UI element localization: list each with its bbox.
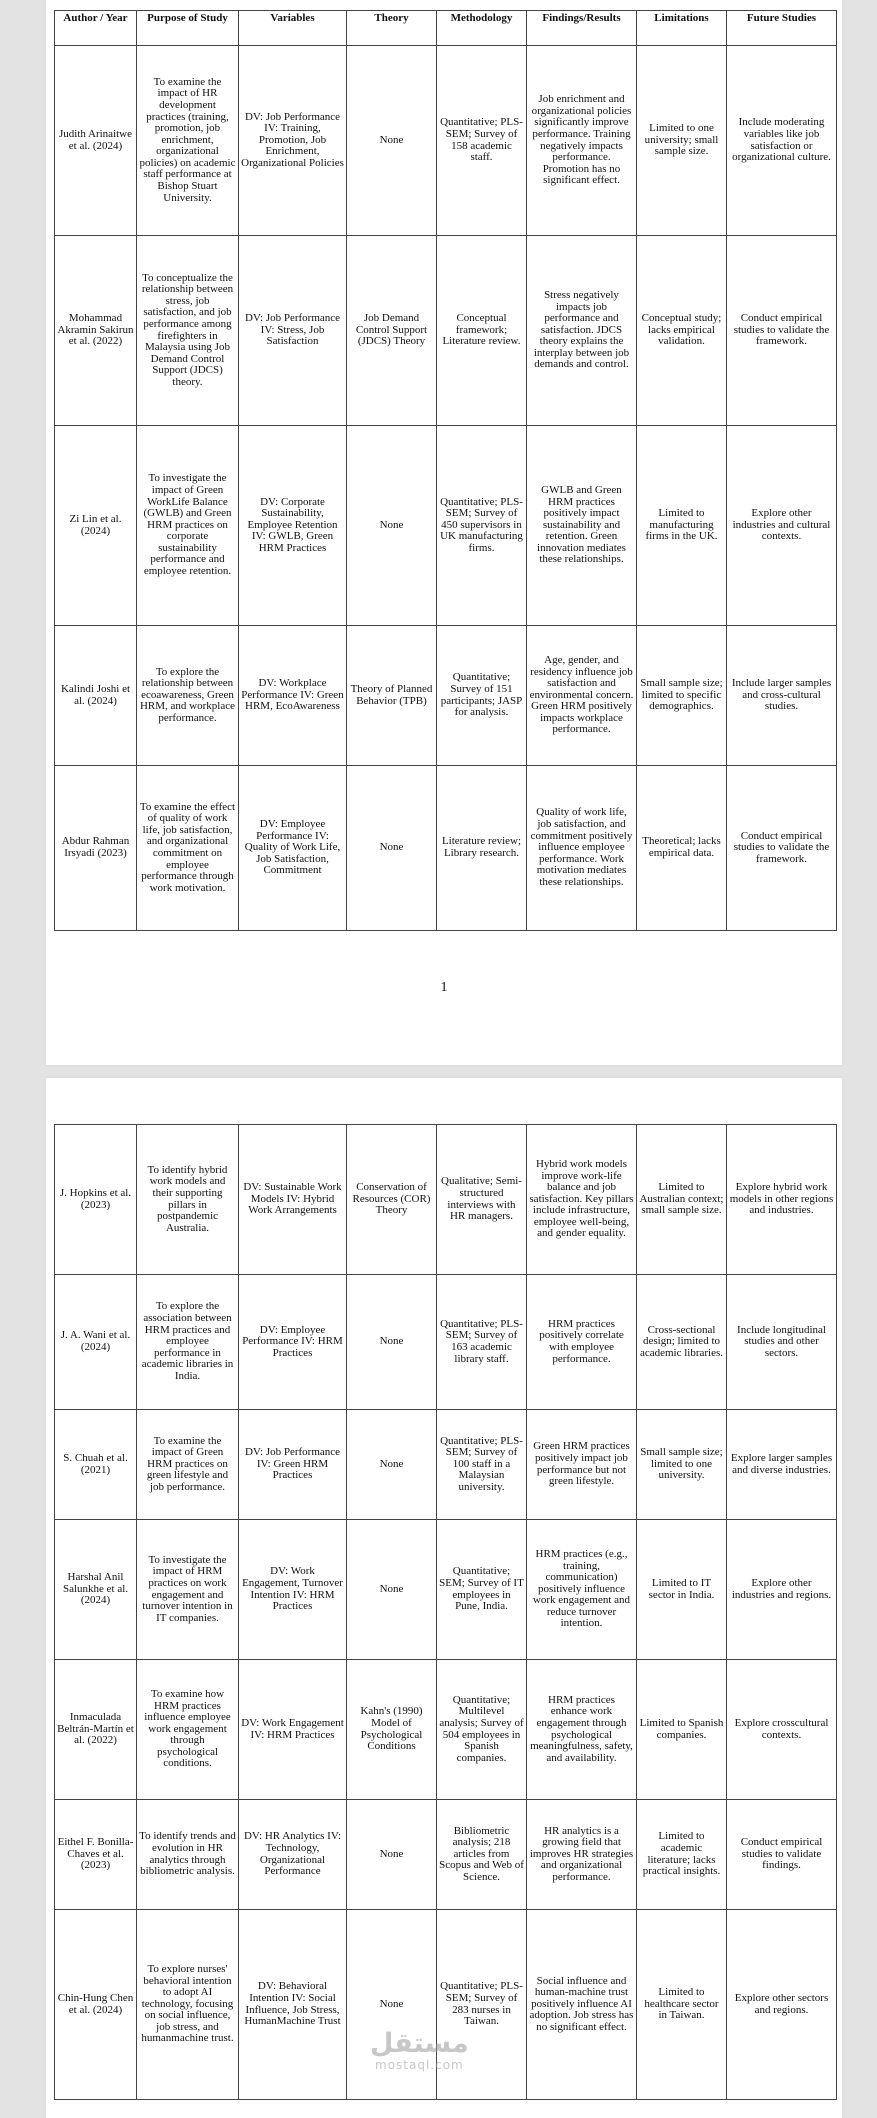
document-page-2 xyxy=(46,1078,842,2118)
cell-author-year: Mohammad Akramin Sakirun et al. (2022) xyxy=(55,236,137,426)
cell-author-year: Eithel F. Bonilla-Chaves et al. (2023) xyxy=(55,1800,137,1910)
cell-findings: HRM practices enhance work engagement through psychological meaningfulness, safety, and availability. xyxy=(527,1660,637,1800)
header-purpose: Purpose of Study xyxy=(137,11,239,46)
cell-variables: DV: Job Performance IV: Stress, Job Satisfaction xyxy=(239,236,347,426)
cell-purpose: To examine how HRM practices influence employee work engagement through psychological conditions. xyxy=(137,1660,239,1800)
cell-limitations: Theoretical; lacks empirical data. xyxy=(637,766,727,931)
cell-limitations: Limited to one university; small sample size. xyxy=(637,46,727,236)
cell-purpose: To explore nurses' behavioral intention to adopt AI technology, focusing on social influence, job stress, and humanmachine trust. xyxy=(137,1910,239,2100)
cell-methodology: Quantitative; Multilevel analysis; Survey of 504 employees in Spanish companies. xyxy=(437,1660,527,1800)
cell-author-year: J. A. Wani et al. (2024) xyxy=(55,1275,137,1410)
cell-methodology: Bibliometric analysis; 218 articles from Scopus and Web of Science. xyxy=(437,1800,527,1910)
cell-methodology: Quantitative; PLS-SEM; Survey of 163 academic library staff. xyxy=(437,1275,527,1410)
watermark xyxy=(370,2030,469,2072)
watermark-arabic: مستقل xyxy=(370,2028,469,2059)
cell-findings: Hybrid work models improve work-life balance and job satisfaction. Key pillars include infrastructure, employee well-being, and gender equality. xyxy=(527,1125,637,1275)
cell-future-studies: Explore other industries and regions. xyxy=(727,1520,837,1660)
table-row xyxy=(55,626,837,766)
cell-future-studies: Conduct empirical studies to validate findings. xyxy=(727,1800,837,1910)
cell-methodology: Quantitative; PLS-SEM; Survey of 283 nurses in Taiwan. xyxy=(437,1910,527,2100)
cell-theory: None xyxy=(347,1275,437,1410)
table-row xyxy=(55,1125,837,1275)
cell-author-year: Inmaculada Beltrán-Martín et al. (2022) xyxy=(55,1660,137,1800)
cell-limitations: Limited to IT sector in India. xyxy=(637,1520,727,1660)
cell-variables: DV: Job Performance IV: Green HRM Practices xyxy=(239,1410,347,1520)
cell-purpose: To investigate the impact of Green WorkLife Balance (GWLB) and Green HRM practices on corporate sustainability performance and employee retention. xyxy=(137,426,239,626)
cell-purpose: To identify hybrid work models and their supporting pillars in postpandemic Australia. xyxy=(137,1125,239,1275)
cell-author-year: J. Hopkins et al. (2023) xyxy=(55,1125,137,1275)
cell-theory: Kahn's (1990) Model of Psychological Conditions xyxy=(347,1660,437,1800)
cell-findings: Green HRM practices positively impact job performance but not green lifestyle. xyxy=(527,1410,637,1520)
cell-methodology: Conceptual framework; Literature review. xyxy=(437,236,527,426)
cell-purpose: To examine the impact of HR development practices (training, promotion, job enrichment, organizational policies) on academic staff performance at Bishop Stuart University. xyxy=(137,46,239,236)
cell-theory: None xyxy=(347,766,437,931)
cell-limitations: Limited to healthcare sector in Taiwan. xyxy=(637,1910,727,2100)
cell-future-studies: Include longitudinal studies and other sectors. xyxy=(727,1275,837,1410)
table-row xyxy=(55,766,837,931)
cell-author-year: Kalindi Joshi et al. (2024) xyxy=(55,626,137,766)
cell-author-year: Harshal Anil Salunkhe et al. (2024) xyxy=(55,1520,137,1660)
cell-author-year: Chin-Hung Chen et al. (2024) xyxy=(55,1910,137,2100)
cell-findings: Quality of work life, job satisfaction, and commitment positively influence employee performance. Work motivation mediates these relationships. xyxy=(527,766,637,931)
cell-future-studies: Explore other sectors and regions. xyxy=(727,1910,837,2100)
cell-theory: Job Demand Control Support (JDCS) Theory xyxy=(347,236,437,426)
cell-findings: GWLB and Green HRM practices positively impact sustainability and retention. Green innovation mediates these relationships. xyxy=(527,426,637,626)
table-row xyxy=(55,1520,837,1660)
cell-author-year: Zi Lin et al. (2024) xyxy=(55,426,137,626)
cell-findings: HR analytics is a growing field that improves HR strategies and organizational performance. xyxy=(527,1800,637,1910)
cell-variables: DV: Corporate Sustainability, Employee Retention IV: GWLB, Green HRM Practices xyxy=(239,426,347,626)
cell-variables: DV: Sustainable Work Models IV: Hybrid Work Arrangements xyxy=(239,1125,347,1275)
cell-theory: None xyxy=(347,1910,437,2100)
document-page-1 xyxy=(46,0,842,1065)
cell-theory: None xyxy=(347,426,437,626)
cell-theory: None xyxy=(347,1800,437,1910)
literature-review-table xyxy=(54,10,837,931)
cell-methodology: Quantitative; PLS-SEM; Survey of 158 academic staff. xyxy=(437,46,527,236)
cell-variables: DV: Work Engagement, Turnover Intention IV: HRM Practices xyxy=(239,1520,347,1660)
cell-future-studies: Explore other industries and cultural contexts. xyxy=(727,426,837,626)
cell-limitations: Limited to Australian context; small sample size. xyxy=(637,1125,727,1275)
cell-purpose: To identify trends and evolution in HR analytics through bibliometric analysis. xyxy=(137,1800,239,1910)
table-header-row xyxy=(55,11,837,46)
cell-future-studies: Include larger samples and cross-cultural studies. xyxy=(727,626,837,766)
header-theory: Theory xyxy=(347,11,437,46)
cell-theory: Conservation of Resources (COR) Theory xyxy=(347,1125,437,1275)
cell-theory: Theory of Planned Behavior (TPB) xyxy=(347,626,437,766)
cell-limitations: Small sample size; limited to one university. xyxy=(637,1410,727,1520)
cell-theory: None xyxy=(347,1410,437,1520)
cell-purpose: To examine the impact of Green HRM practices on green lifestyle and job performance. xyxy=(137,1410,239,1520)
cell-findings: HRM practices (e.g., training, communication) positively influence work engagement and reduce turnover intention. xyxy=(527,1520,637,1660)
watermark-latin: mostaql.com xyxy=(375,2058,464,2072)
cell-purpose: To investigate the impact of HRM practices on work engagement and turnover intention in IT companies. xyxy=(137,1520,239,1660)
cell-variables: DV: Employee Performance IV: Quality of Work Life, Job Satisfaction, Commitment xyxy=(239,766,347,931)
cell-findings: Social influence and human-machine trust positively influence AI adoption. Job stress has no significant effect. xyxy=(527,1910,637,2100)
cell-limitations: Limited to Spanish companies. xyxy=(637,1660,727,1800)
table-row xyxy=(55,1410,837,1520)
cell-future-studies: Conduct empirical studies to validate the framework. xyxy=(727,236,837,426)
cell-methodology: Quantitative; SEM; Survey of IT employees in Pune, India. xyxy=(437,1520,527,1660)
cell-findings: HRM practices positively correlate with employee performance. xyxy=(527,1275,637,1410)
cell-author-year: Abdur Rahman Irsyadi (2023) xyxy=(55,766,137,931)
header-future-studies: Future Studies xyxy=(727,11,837,46)
cell-future-studies: Explore crosscultural contexts. xyxy=(727,1660,837,1800)
cell-variables: DV: Job Performance IV: Training, Promotion, Job Enrichment, Organizational Policies xyxy=(239,46,347,236)
header-author-year: Author / Year xyxy=(55,11,137,46)
table-row xyxy=(55,1275,837,1410)
cell-theory: None xyxy=(347,46,437,236)
cell-future-studies: Explore larger samples and diverse industries. xyxy=(727,1410,837,1520)
cell-findings: Job enrichment and organizational policies significantly improve performance. Training negatively impacts performance. Promotion has no significant effect. xyxy=(527,46,637,236)
cell-future-studies: Conduct empirical studies to validate the framework. xyxy=(727,766,837,931)
cell-author-year: S. Chuah et al. (2021) xyxy=(55,1410,137,1520)
cell-methodology: Literature review; Library research. xyxy=(437,766,527,931)
cell-future-studies: Explore hybrid work models in other regions and industries. xyxy=(727,1125,837,1275)
cell-findings: Stress negatively impacts job performance and satisfaction. JDCS theory explains the interplay between job demands and control. xyxy=(527,236,637,426)
table-row xyxy=(55,236,837,426)
cell-limitations: Small sample size; limited to specific demographics. xyxy=(637,626,727,766)
cell-variables: DV: Work Engagement IV: HRM Practices xyxy=(239,1660,347,1800)
cell-variables: DV: HR Analytics IV: Technology, Organizational Performance xyxy=(239,1800,347,1910)
cell-methodology: Quantitative; Survey of 151 participants; JASP for analysis. xyxy=(437,626,527,766)
cell-purpose: To explore the association between HRM practices and employee performance in academic libraries in India. xyxy=(137,1275,239,1410)
header-methodology: Methodology xyxy=(437,11,527,46)
table-row xyxy=(55,426,837,626)
cell-limitations: Conceptual study; lacks empirical validation. xyxy=(637,236,727,426)
cell-methodology: Quantitative; PLS-SEM; Survey of 100 staff in a Malaysian university. xyxy=(437,1410,527,1520)
header-limitations: Limitations xyxy=(637,11,727,46)
cell-variables: DV: Workplace Performance IV: Green HRM, EcoAwareness xyxy=(239,626,347,766)
cell-purpose: To examine the effect of quality of work life, job satisfaction, and organizational commitment on employee performance through work motivation. xyxy=(137,766,239,931)
cell-methodology: Quantitative; PLS-SEM; Survey of 450 supervisors in UK manufacturing firms. xyxy=(437,426,527,626)
literature-review-table-continued xyxy=(54,1124,837,2100)
cell-variables: DV: Employee Performance IV: HRM Practices xyxy=(239,1275,347,1410)
cell-findings: Age, gender, and residency influence job satisfaction and environmental concern. Green HRM positively impacts workplace performance. xyxy=(527,626,637,766)
cell-methodology: Qualitative; Semi-structured interviews with HR managers. xyxy=(437,1125,527,1275)
cell-future-studies: Include moderating variables like job satisfaction or organizational culture. xyxy=(727,46,837,236)
cell-limitations: Cross-sectional design; limited to academic libraries. xyxy=(637,1275,727,1410)
cell-purpose: To explore the relationship between ecoawareness, Green HRM, and workplace performance. xyxy=(137,626,239,766)
header-variables: Variables xyxy=(239,11,347,46)
cell-variables: DV: Behavioral Intention IV: Social Influence, Job Stress, HumanMachine Trust xyxy=(239,1910,347,2100)
cell-author-year: Judith Arinaitwe et al. (2024) xyxy=(55,46,137,236)
table-row xyxy=(55,1660,837,1800)
cell-limitations: Limited to manufacturing firms in the UK. xyxy=(637,426,727,626)
cell-purpose: To conceptualize the relationship between stress, job satisfaction, and job performance among firefighters in Malaysia using Job Demand Control Support (JDCS) theory. xyxy=(137,236,239,426)
table-row xyxy=(55,1800,837,1910)
cell-limitations: Limited to academic literature; lacks practical insights. xyxy=(637,1800,727,1910)
page-number: 1 xyxy=(440,980,448,995)
table-row xyxy=(55,46,837,236)
header-findings: Findings/Results xyxy=(527,11,637,46)
cell-theory: None xyxy=(347,1520,437,1660)
